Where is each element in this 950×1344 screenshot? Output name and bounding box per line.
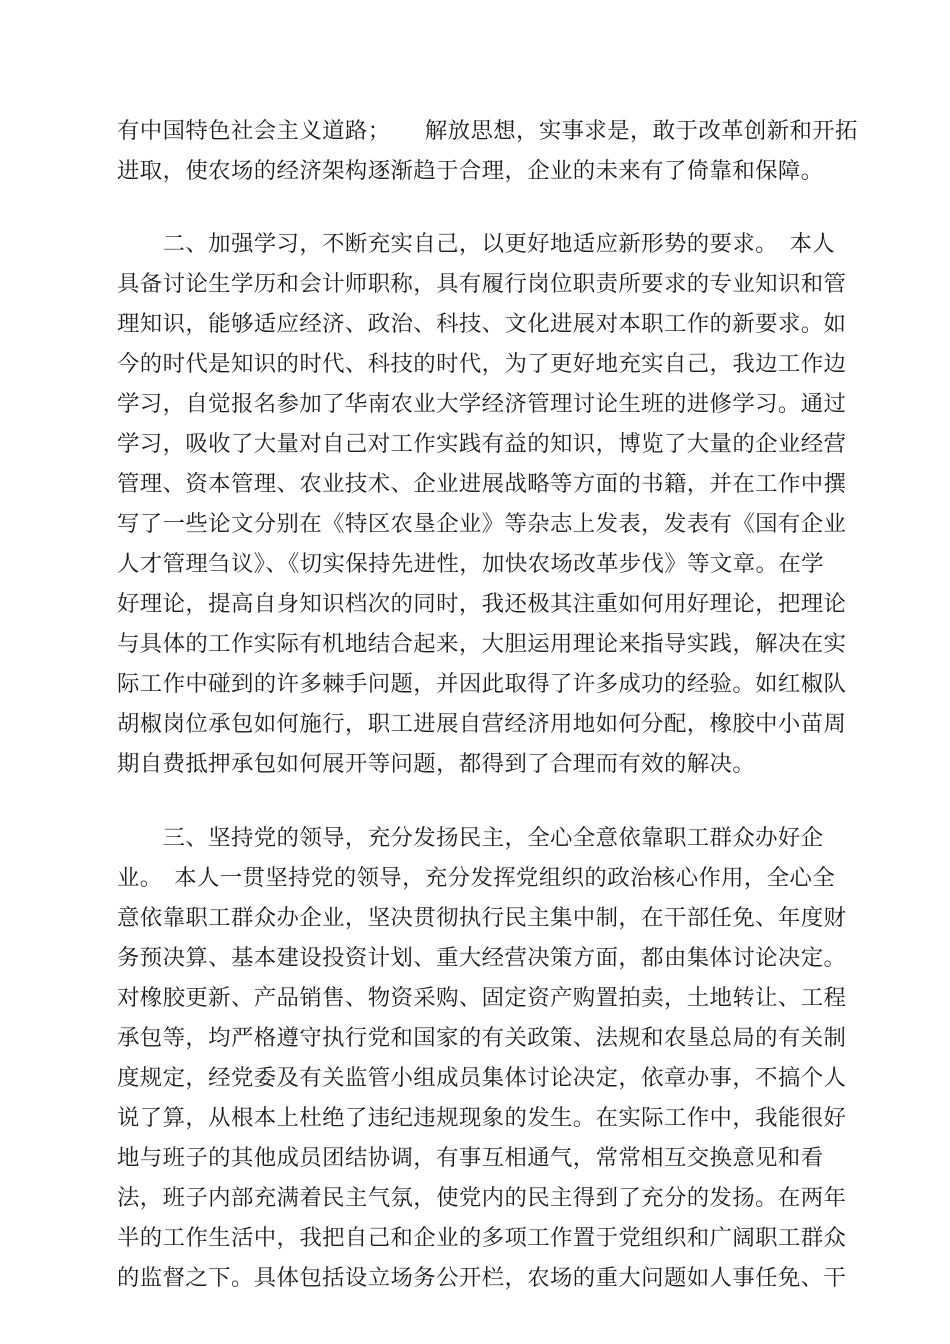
text-line: 胡椒岗位承包如何施行，职工进展自营经济用地如何分配，橡胶中小苗周 bbox=[117, 711, 847, 737]
text-line: 具备讨论生学历和会计师职称，具有履行岗位职责所要求的专业知识和管 bbox=[117, 271, 847, 297]
text-line: 际工作中碰到的许多棘手问题，并因此取得了许多成功的经验。如红椒队 bbox=[117, 671, 847, 697]
text-line: 写了一些论文分别在《特区农垦企业》等杂志上发表，发表有《国有企业 bbox=[117, 511, 847, 537]
text-line: 说了算，从根本上杜绝了违纪违规现象的发生。在实际工作中，我能很好 bbox=[117, 1105, 847, 1131]
text-line: 意依靠职工群众办企业，坚决贯彻执行民主集中制，在干部任免、年度财 bbox=[117, 905, 847, 931]
text-line: 管理、资本管理、农业技术、企业进展战略等方面的书籍，并在工作中撰 bbox=[117, 471, 847, 497]
text-line: 理知识，能够适应经济、政治、科技、文化进展对本职工作的新要求。如 bbox=[117, 311, 847, 337]
text-line: 有中国特色社会主义道路； 解放思想，实事求是，敢于改革创新和开拓 bbox=[117, 118, 858, 144]
text-line: 学习，吸收了大量对自己对工作实践有益的知识，博览了大量的企业经营 bbox=[117, 431, 847, 457]
text-line: 度规定，经党委及有关监管小组成员集体讨论决定，依章办事，不搞个人 bbox=[117, 1065, 847, 1091]
text-line: 今的时代是知识的时代、科技的时代，为了更好地充实自己，我边工作边 bbox=[117, 351, 847, 377]
text-line: 好理论，提高自身知识档次的同时，我还极其注重如何用好理论，把理论 bbox=[117, 591, 847, 617]
text-line: 与具体的工作实际有机地结合起来，大胆运用理论来指导实践，解决在实 bbox=[117, 631, 847, 657]
text-line: 业。 本人一贯坚持党的领导，充分发挥党组织的政治核心作用，全心全 bbox=[117, 865, 836, 891]
text-line: 学习，自觉报名参加了华南农业大学经济管理讨论生班的进修学习。通过 bbox=[117, 391, 847, 417]
text-line: 二、加强学习，不断充实自己，以更好地适应新形势的要求。 本人 bbox=[117, 231, 836, 257]
text-line: 期自费抵押承包如何展开等问题，都得到了合理而有效的解决。 bbox=[117, 751, 756, 777]
text-line: 地与班子的其他成员团结协调，有事互相通气，常常相互交换意见和看 bbox=[117, 1145, 824, 1171]
text-line: 对橡胶更新、产品销售、物资采购、固定资产购置拍卖，土地转让、工程 bbox=[117, 985, 847, 1011]
text-line: 承包等，均严格遵守执行党和国家的有关政策、法规和农垦总局的有关制 bbox=[117, 1025, 847, 1051]
text-line: 人才管理刍议》、《切实保持先进性，加快农场改革步伐》等文章。在学 bbox=[117, 551, 824, 577]
text-line: 进取，使农场的经济架构逐渐趋于合理，企业的未来有了倚靠和保障。 bbox=[117, 158, 824, 184]
text-line: 务预决算、基本建设投资计划、重大经营决策方面，都由集体讨论决定。 bbox=[117, 945, 847, 971]
text-line: 法，班子内部充满着民主气氛，使党内的民主得到了充分的发扬。在两年 bbox=[117, 1185, 847, 1211]
text-line: 半的工作生活中，我把自己和企业的多项工作置于党组织和广阔职工群众 bbox=[117, 1225, 847, 1251]
text-line: 的监督之下。具体包括设立场务公开栏，农场的重大问题如人事任免、干 bbox=[117, 1265, 847, 1291]
text-line: 三、坚持党的领导，充分发扬民主，全心全意依靠职工群众办好企 bbox=[117, 825, 824, 851]
